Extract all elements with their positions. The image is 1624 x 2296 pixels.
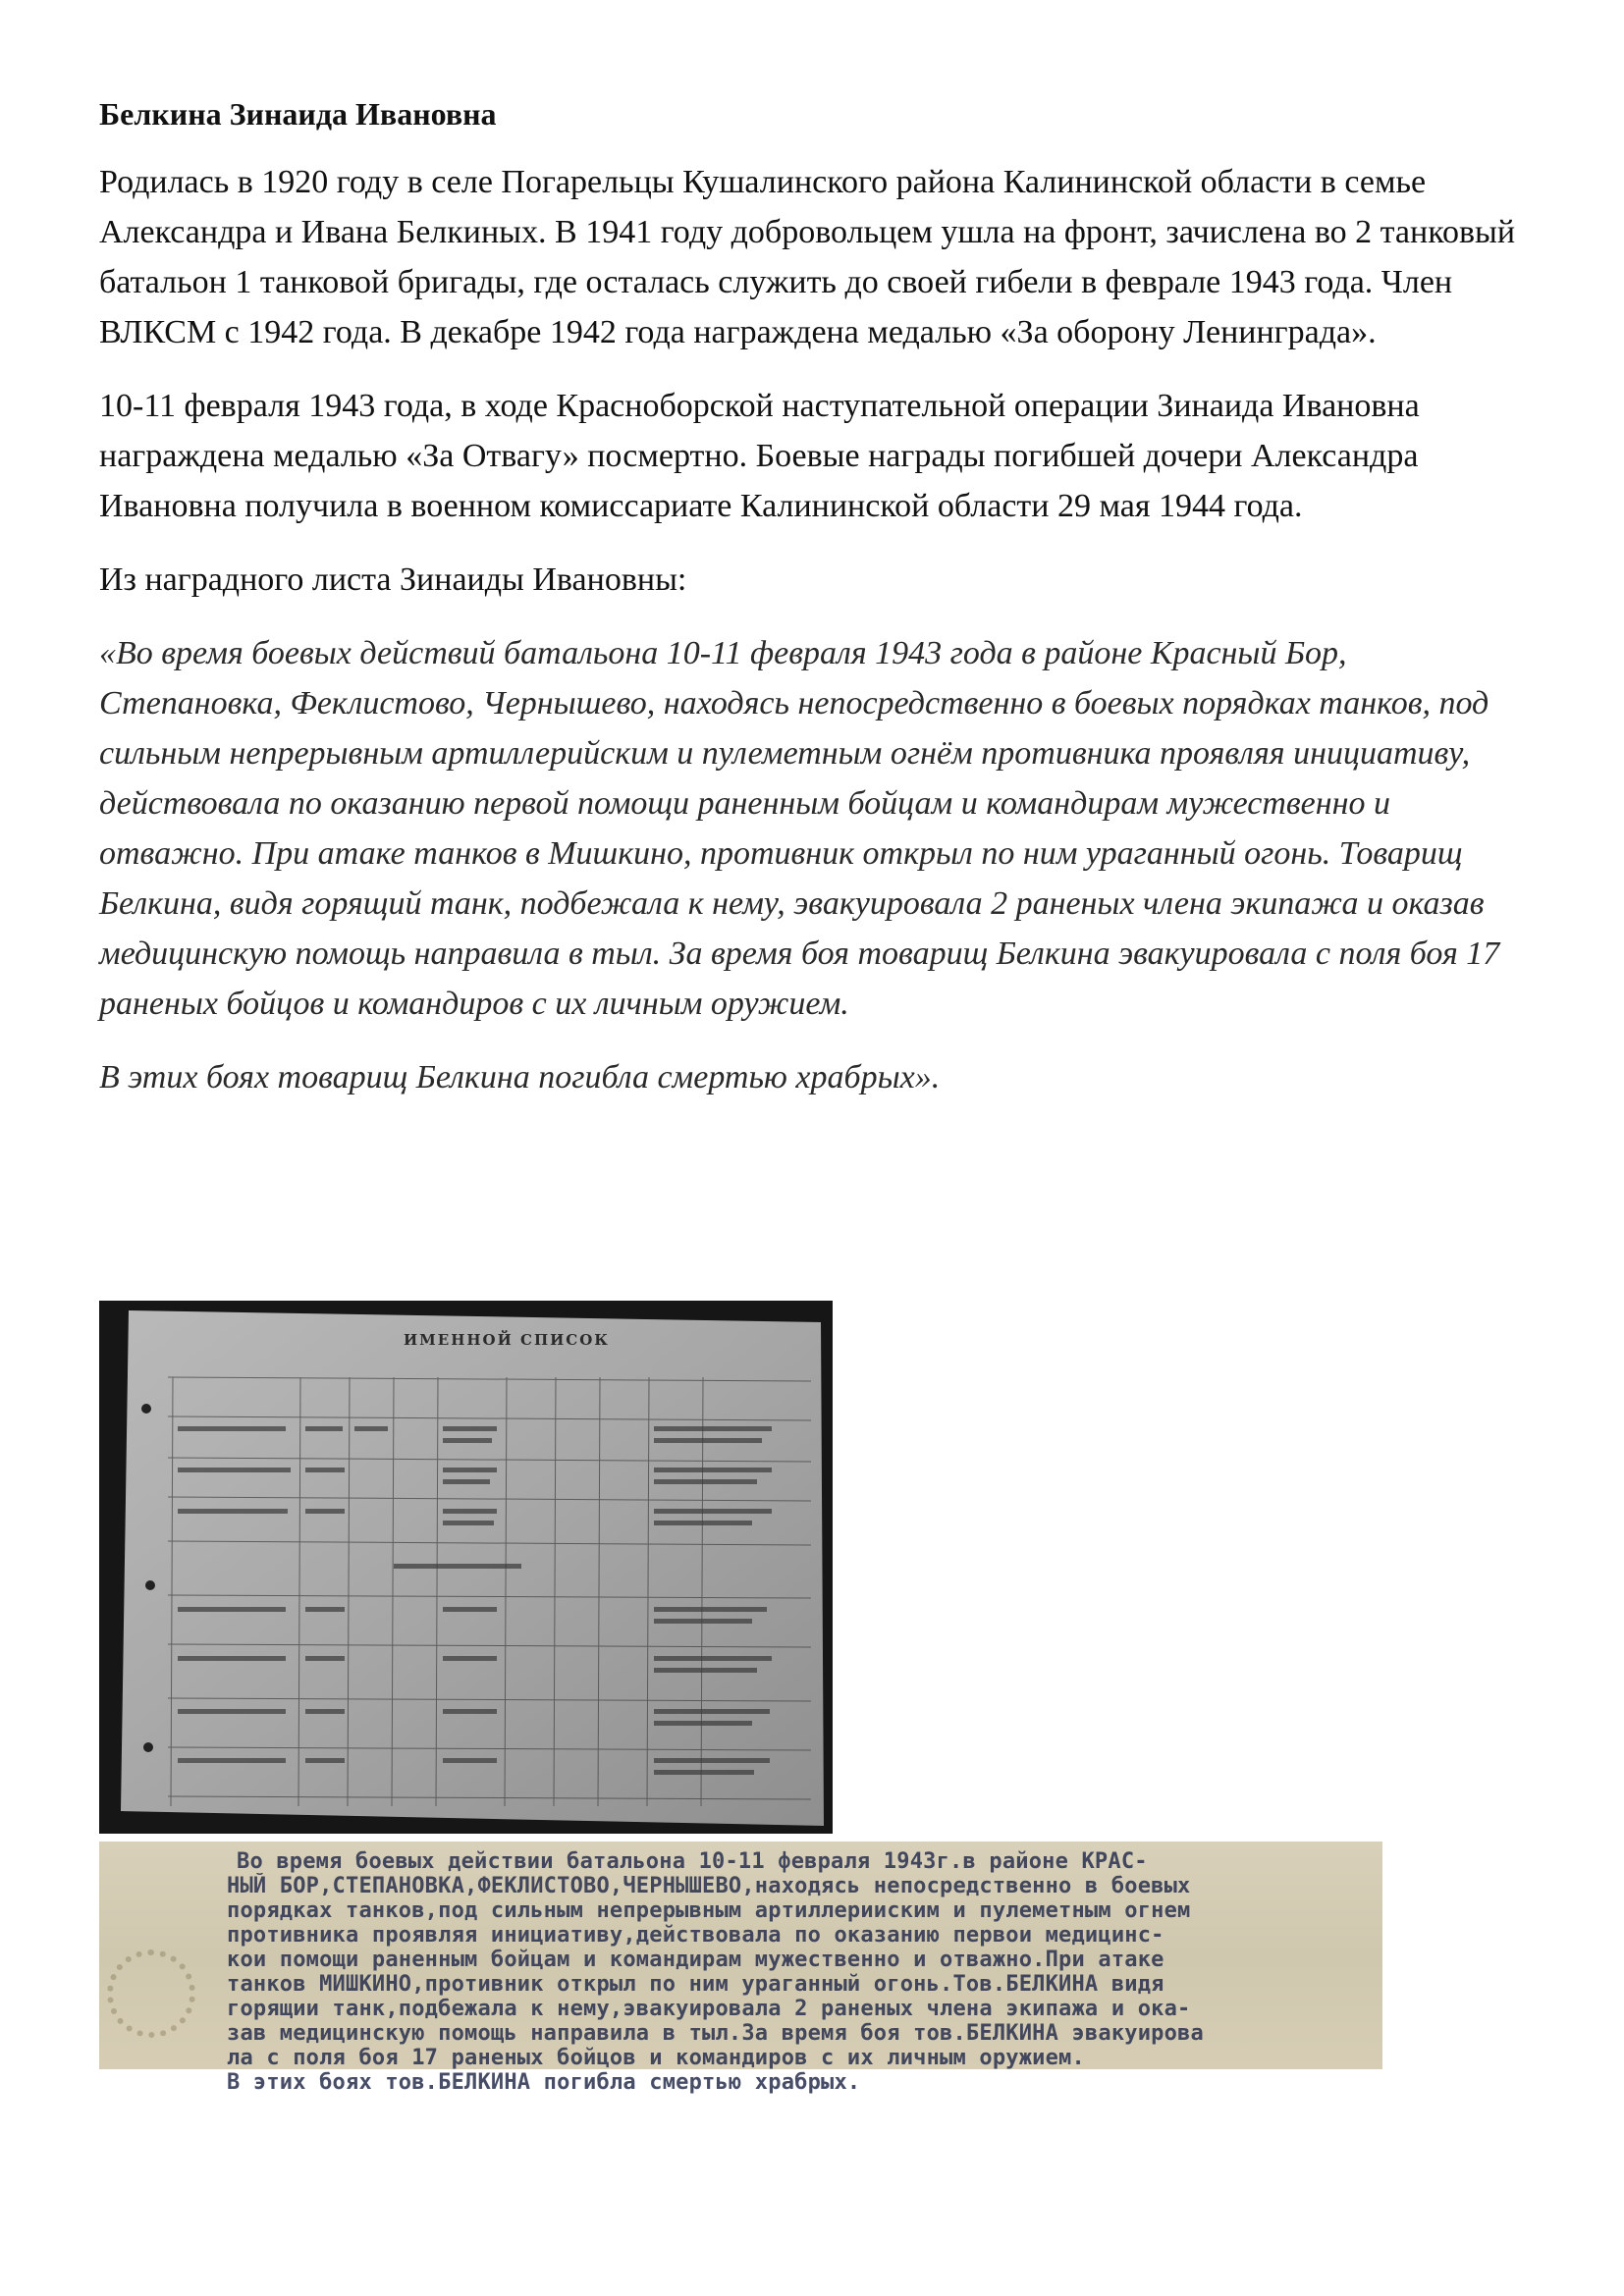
- award-sheet-quote-ending: В этих боях товарищ Белкина погибла смертью храбрых».: [99, 1058, 941, 1095]
- typed-line: горящии танк,подбежала к нему,эвакуировала 2 раненых члена экипажа и ока-: [227, 1997, 1191, 2021]
- stamp-mark: [107, 1949, 195, 2038]
- typed-line: В этих боях тов.БЕЛКИНА погибла смертью храбрых.: [227, 2070, 861, 2095]
- document-body: [99, 94, 1533, 1108]
- typed-line: зав медицинскую помощь направила в тыл.За время боя тов.БЕЛКИНА эвакуирова: [227, 2021, 1204, 2046]
- award-paragraph: 10-11 февраля 1943 года, в ходе Красноборской наступательной операции Зинаида Ивановна награждена медалью «За Отвагу» посмертно. Боевые награды погибшей дочери Александра Ивановна получила в военном комиссариате Калининской области 29 мая 1944 года.: [99, 387, 1420, 524]
- typed-line: противника проявляя инициативу,действовала по оказанию первои медицинс-: [227, 1923, 1164, 1948]
- typed-line: НЫЙ БОР,СТЕПАНОВКА,ФЕКЛИСТОВО,ЧЕРНЫШЕВО,находясь непосредственно в боевых: [227, 1874, 1191, 1898]
- typed-line: порядках танков,под сильным непрерывным артиллерииским и пулеметным огнем: [227, 1898, 1191, 1923]
- archive-name-list-image: [99, 1301, 833, 1834]
- archive-name-list-photo: [99, 1301, 833, 1834]
- award-sheet-intro: Из наградного листа Зинаиды Ивановны:: [99, 561, 687, 598]
- typed-line: танков МИШКИНО,противник открыл по ним ураганный огонь.Тов.БЕЛКИНА видя: [227, 1972, 1164, 1997]
- biography-paragraph: Родилась в 1920 году в селе Погарельцы Кушалинского района Калининской области в семье Александра и Ивана Белкиных. В 1941 году добровольцем ушла на фронт, зачислена во 2 танковый батальон 1 танковой бригады, где осталась служить до своей гибели в феврале 1943 года. Член ВЛКСМ с 1942 года. В декабре 1942 года награждена медалью «За оборону Ленинграда».: [99, 163, 1516, 350]
- award-sheet-quote: «Во время боевых действий батальона 10-11 февраля 1943 года в районе Красный Бор, Степановка, Феклистово, Чернышево, находясь непосредственно в боевых порядках танков, под сильным непрерывным артиллерийским и пулеметным огнём противника проявляя инициативу, действовала по оказанию первой помощи раненным бойцам и командирам мужественно и отважно. При атаке танков в Мишкино, противник открыл по ним ураганный огонь. Товарищ Белкина, видя горящий танк, подбежала к нему, эвакуировала 2 раненых члена экипажа и оказав медицинскую помощь направила в тыл. За время боя товарищ Белкина эвакуировала с поля боя 17 раненых бойцов и командиров с их личным оружием.: [99, 634, 1500, 1022]
- typed-line: кои помощи раненным бойцам и командирам мужественно и отважно.При атаке: [227, 1948, 1164, 1972]
- typed-line: Во время боевых действии батальона 10-11 февраля 1943г.в районе КРАС-: [237, 1849, 1148, 1874]
- award-sheet-typed-scan: [99, 1842, 1382, 2095]
- typed-line: ла с поля боя 17 раненых бойцов и командиров с их личным оружием.: [227, 2046, 1085, 2070]
- person-name-heading: Белкина Зинаида Ивановна: [99, 96, 497, 132]
- archive-list-heading: ИМЕННОЙ СПИСОК: [404, 1331, 610, 1349]
